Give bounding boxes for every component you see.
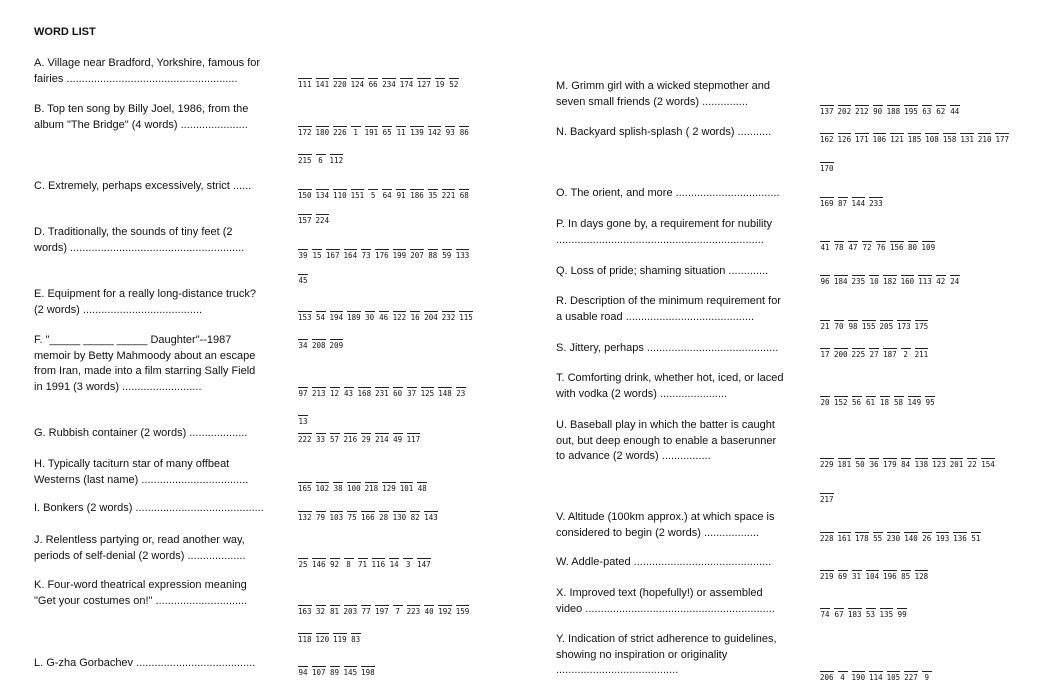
letter-number: 102 [315, 484, 330, 493]
letter-number: 32 [316, 607, 326, 616]
clue-left-11: L. G-zha Gorbachev ....................................... [34, 657, 256, 669]
letter-number: 221 [441, 191, 456, 200]
letter-number: 233 [869, 199, 883, 208]
letter-number: 165 [298, 484, 312, 493]
letter-number: 40 [424, 607, 434, 616]
letter-number: 131 [960, 135, 974, 144]
letter-number: 225 [851, 350, 866, 359]
letter-number: 28 [379, 513, 389, 522]
letter-number: 230 [886, 534, 901, 543]
letter-number: 125 [420, 389, 435, 398]
letter-number: 19 [435, 80, 445, 89]
letter-number: 16 [410, 313, 420, 322]
letter-number: 166 [361, 513, 375, 522]
letter-number: 159 [455, 607, 470, 616]
letter-number: 217 [820, 495, 834, 504]
letter-number: 167 [326, 251, 340, 260]
letter-number: 21 [820, 322, 830, 331]
letter-number: 168 [357, 389, 372, 398]
answer-blank-row [820, 348, 928, 359]
clue-right-10: W. Addle-pated ............................................. [556, 556, 772, 568]
word-list-title: WORD LIST [34, 26, 96, 38]
letter-number: 43 [344, 389, 354, 398]
letter-number: 105 [886, 673, 901, 682]
letter-number: 97 [298, 389, 308, 398]
letter-number: 114 [869, 673, 883, 682]
answer-blank-row [298, 189, 469, 200]
letter-number: 211 [914, 350, 929, 359]
clue-left-9: J. Relentless partying or, read another way, periods of self-denial (2 words) ................... [34, 534, 246, 562]
letter-number: 127 [417, 80, 431, 89]
letter-number: 177 [995, 135, 1010, 144]
letter-number: 199 [392, 251, 407, 260]
letter-number: 100 [347, 484, 361, 493]
letter-number: 197 [375, 607, 389, 616]
letter-number: 218 [364, 484, 379, 493]
letter-number: 42 [936, 277, 946, 286]
letter-number: 31 [852, 572, 862, 581]
letter-number: 111 [298, 80, 312, 89]
answer-blank-row [298, 249, 469, 260]
answer-blank-row [298, 558, 431, 569]
answer-blank-row [820, 570, 928, 581]
answer-blank-row [820, 458, 995, 469]
letter-number: 44 [950, 107, 960, 116]
letter-number: 64 [382, 191, 392, 200]
clue-right-7: T. Comforting drink, whether hot, iced, or laced with vodka (2 words) ...................... [556, 372, 784, 400]
letter-number: 222 [298, 435, 312, 444]
letter-number: 59 [442, 251, 452, 260]
letter-number: 123 [932, 460, 946, 469]
letter-number: 22 [967, 460, 977, 469]
letter-number: 186 [410, 191, 424, 200]
letter-number: 63 [922, 107, 932, 116]
letter-number: 234 [382, 80, 396, 89]
letter-number: 9 [922, 671, 932, 682]
letter-number: 11 [396, 128, 406, 137]
letter-number: 232 [441, 313, 456, 322]
answer-blank-row [298, 214, 329, 225]
clue-left-8: I. Bonkers (2 words) .......................................... [34, 502, 264, 514]
letter-number: 144 [851, 199, 866, 208]
letter-number: 216 [343, 435, 358, 444]
letter-number: 200 [834, 350, 848, 359]
answer-blank-row [298, 633, 361, 644]
letter-number: 193 [935, 534, 950, 543]
letter-number: 61 [866, 398, 876, 407]
answer-blank-row [820, 197, 883, 208]
letter-number: 47 [848, 243, 858, 252]
letter-number: 194 [329, 313, 344, 322]
letter-number: 172 [298, 128, 312, 137]
letter-number: 143 [424, 513, 438, 522]
letter-number: 110 [333, 191, 347, 200]
letter-number: 126 [837, 135, 852, 144]
letter-number: 62 [936, 107, 946, 116]
letter-number: 109 [921, 243, 936, 252]
answer-blank-row [820, 320, 928, 331]
letter-number: 77 [361, 607, 371, 616]
letter-number: 15 [312, 251, 322, 260]
letter-number: 173 [897, 322, 911, 331]
letter-number: 65 [382, 128, 392, 137]
letter-number: 92 [330, 560, 340, 569]
letter-number: 52 [449, 80, 459, 89]
letter-number: 70 [834, 322, 844, 331]
clue-left-1: B. Top ten song by Billy Joel, 1986, from the album "The Bridge" (4 words) ...................... [34, 103, 249, 131]
letter-number: 88 [428, 251, 438, 260]
letter-number: 178 [855, 534, 869, 543]
letter-number: 139 [410, 128, 424, 137]
letter-number: 91 [396, 191, 406, 200]
letter-number: 36 [869, 460, 879, 469]
letter-number: 8 [344, 558, 354, 569]
letter-number: 203 [343, 607, 358, 616]
letter-number: 183 [848, 610, 862, 619]
letter-number: 152 [834, 398, 848, 407]
letter-number: 157 [298, 216, 312, 225]
letter-number: 96 [820, 277, 830, 286]
answer-blank-row [298, 126, 469, 137]
letter-number: 94 [298, 668, 308, 677]
letter-number: 30 [365, 313, 375, 322]
letter-number: 155 [862, 322, 876, 331]
letter-number: 164 [343, 251, 358, 260]
letter-number: 235 [851, 277, 866, 286]
answer-blank-row [820, 105, 960, 116]
letter-number: 209 [329, 341, 344, 350]
letter-number: 160 [900, 277, 915, 286]
letter-number: 24 [950, 277, 960, 286]
clue-left-10: K. Four-word theatrical expression meaning "Get your costumes on!" .............................. [34, 579, 248, 607]
letter-number: 38 [333, 484, 343, 493]
letter-number: 68 [459, 191, 469, 200]
letter-number: 215 [298, 156, 312, 165]
letter-number: 17 [820, 350, 830, 359]
clue-right-5: R. Description of the minimum requirement for a usable road .......................................... [556, 295, 781, 323]
answer-blank-row [298, 339, 343, 350]
letter-number: 229 [820, 460, 834, 469]
letter-number: 141 [315, 80, 330, 89]
answer-blank-row [298, 274, 308, 285]
letter-number: 115 [459, 313, 473, 322]
letter-number: 219 [820, 572, 834, 581]
letter-number: 224 [315, 216, 330, 225]
letter-number: 45 [298, 276, 308, 285]
letter-number: 27 [869, 350, 879, 359]
letter-number: 67 [834, 610, 844, 619]
letter-number: 148 [438, 389, 452, 398]
letter-number: 120 [315, 635, 330, 644]
letter-number: 136 [953, 534, 967, 543]
letter-number: 146 [312, 560, 326, 569]
letter-number: 71 [358, 560, 368, 569]
letter-number: 23 [456, 389, 466, 398]
letter-number: 171 [855, 135, 869, 144]
letter-number: 220 [333, 80, 347, 89]
letter-number: 18 [880, 398, 890, 407]
clue-left-0: A. Village near Bradford, Yorkshire, famous for fairies ........................................................ [34, 57, 261, 85]
letter-number: 26 [922, 534, 932, 543]
letter-number: 192 [438, 607, 452, 616]
letter-number: 12 [330, 389, 340, 398]
letter-number: 163 [298, 607, 312, 616]
letter-number: 135 [879, 610, 894, 619]
letter-number: 82 [410, 513, 420, 522]
letter-number: 33 [316, 435, 326, 444]
answer-blank-row [298, 154, 343, 165]
letter-number: 87 [838, 199, 848, 208]
letter-number: 161 [837, 534, 852, 543]
letter-number: 106 [872, 135, 887, 144]
clue-left-6: G. Rubbish container (2 words) ................... [34, 427, 248, 439]
answer-blank-row [298, 387, 466, 398]
letter-number: 195 [904, 107, 918, 116]
answer-blank-row [820, 241, 935, 252]
letter-number: 108 [925, 135, 939, 144]
letter-number: 98 [848, 322, 858, 331]
letter-number: 107 [312, 668, 326, 677]
letter-number: 122 [392, 313, 407, 322]
letter-number: 181 [837, 460, 852, 469]
letter-number: 169 [820, 199, 834, 208]
letter-number: 227 [904, 673, 918, 682]
letter-number: 5 [368, 189, 378, 200]
letter-number: 130 [392, 513, 407, 522]
answer-blank-row [820, 493, 834, 504]
letter-number: 153 [298, 313, 312, 322]
letter-number: 78 [834, 243, 844, 252]
letter-number: 228 [820, 534, 834, 543]
letter-number: 3 [403, 558, 413, 569]
letter-number: 207 [410, 251, 424, 260]
letter-number: 137 [820, 107, 834, 116]
letter-number: 179 [883, 460, 897, 469]
letter-number: 185 [907, 135, 922, 144]
letter-number: 189 [347, 313, 361, 322]
letter-number: 210 [977, 135, 992, 144]
letter-number: 103 [329, 513, 344, 522]
letter-number: 201 [949, 460, 964, 469]
clue-right-8: U. Baseball play in which the batter is caught out, but deep enough to enable a baserunner to advance (2 words) ................ [556, 419, 777, 462]
letter-number: 99 [897, 610, 907, 619]
letter-number: 147 [417, 560, 431, 569]
letter-number: 2 [901, 348, 911, 359]
letter-number: 231 [375, 389, 389, 398]
letter-number: 118 [298, 635, 312, 644]
letter-number: 7 [393, 605, 403, 616]
letter-number: 60 [393, 389, 403, 398]
letter-number: 50 [855, 460, 865, 469]
letter-number: 158 [942, 135, 957, 144]
letter-number: 104 [865, 572, 880, 581]
answer-blank-row [820, 275, 960, 286]
letter-number: 226 [333, 128, 347, 137]
letter-number: 212 [855, 107, 869, 116]
letter-number: 75 [347, 513, 357, 522]
clue-right-11: X. Improved text (hopefully!) or assembled video .............................................................. [556, 587, 775, 615]
clue-left-7: H. Typically taciturn star of many offbeat Westerns (last name) ................................... [34, 458, 249, 486]
letter-number: 145 [343, 668, 358, 677]
letter-number: 121 [890, 135, 904, 144]
letter-number: 113 [918, 277, 932, 286]
letter-number: 57 [330, 435, 340, 444]
letter-number: 90 [873, 107, 883, 116]
letter-number: 204 [424, 313, 438, 322]
letter-number: 223 [406, 607, 421, 616]
answer-blank-row [298, 605, 469, 616]
clue-left-3: D. Traditionally, the sounds of tiny feet (2 words) ......................................................... [34, 226, 245, 254]
letter-number: 49 [393, 435, 403, 444]
clue-right-2: O. The orient, and more .................................. [556, 187, 780, 199]
letter-number: 51 [971, 534, 981, 543]
letter-number: 151 [350, 191, 365, 200]
letter-number: 198 [361, 668, 375, 677]
letter-number: 101 [399, 484, 414, 493]
clue-left-4: E. Equipment for a really long-distance truck? (2 words) ....................................... [34, 288, 256, 316]
letter-number: 190 [851, 673, 866, 682]
letter-number: 206 [820, 673, 834, 682]
clue-right-6: S. Jittery, perhaps ........................................... [556, 342, 779, 354]
letter-number: 175 [914, 322, 929, 331]
letter-number: 116 [371, 560, 386, 569]
letter-number: 184 [834, 277, 848, 286]
letter-number: 156 [890, 243, 904, 252]
letter-number: 89 [330, 668, 340, 677]
letter-number: 119 [333, 635, 347, 644]
letter-number: 73 [361, 251, 371, 260]
letter-number: 80 [908, 243, 918, 252]
letter-number: 170 [820, 164, 834, 173]
letter-number: 133 [455, 251, 470, 260]
clue-right-4: Q. Loss of pride; shaming situation ............. [556, 265, 769, 277]
clue-left-5: F. "_____ _____ _____ Daughter"--1987 memoir by Betty Mahmoody about an escape from Iran, made into a film starring Sally Field in 1991 (3 words) .......................... [34, 334, 256, 393]
letter-number: 10 [869, 277, 879, 286]
letter-number: 95 [925, 398, 935, 407]
letter-number: 74 [820, 610, 830, 619]
letter-number: 46 [379, 313, 389, 322]
letter-number: 58 [894, 398, 904, 407]
letter-number: 150 [298, 191, 312, 200]
clue-right-1: N. Backyard splish-splash ( 2 words) ........... [556, 126, 772, 138]
letter-number: 35 [428, 191, 438, 200]
letter-number: 176 [375, 251, 389, 260]
letter-number: 129 [382, 484, 396, 493]
letter-number: 162 [820, 135, 834, 144]
letter-number: 128 [914, 572, 929, 581]
letter-number: 142 [427, 128, 442, 137]
answer-blank-row [298, 666, 375, 677]
letter-number: 202 [837, 107, 852, 116]
letter-number: 56 [852, 398, 862, 407]
letter-number: 117 [406, 435, 421, 444]
clue-right-12: Y. Indication of strict adherence to guidelines, showing no inspiration or originality ........................................ [556, 633, 777, 676]
answer-blank-row [820, 162, 834, 173]
answer-blank-row [298, 511, 438, 522]
letter-number: 213 [312, 389, 326, 398]
answer-blank-row [298, 415, 308, 426]
letter-number: 85 [901, 572, 911, 581]
letter-number: 14 [389, 560, 399, 569]
letter-number: 79 [316, 513, 326, 522]
letter-number: 180 [315, 128, 330, 137]
letter-number: 214 [375, 435, 389, 444]
letter-number: 1 [351, 126, 361, 137]
letter-number: 187 [883, 350, 897, 359]
letter-number: 25 [298, 560, 308, 569]
letter-number: 191 [364, 128, 379, 137]
letter-number: 154 [981, 460, 995, 469]
answer-blank-row [820, 396, 935, 407]
clue-right-0: M. Grimm girl with a wicked stepmother and seven small friends (2 words) ............... [556, 80, 770, 108]
letter-number: 54 [316, 313, 326, 322]
letter-number: 196 [883, 572, 897, 581]
letter-number: 76 [876, 243, 886, 252]
letter-number: 208 [312, 341, 326, 350]
answer-blank-row [820, 608, 907, 619]
letter-number: 81 [330, 607, 340, 616]
clue-right-9: V. Altitude (100km approx.) at which space is considered to begin (2 words) .................. [556, 511, 775, 539]
letter-number: 39 [298, 251, 308, 260]
letter-number: 93 [445, 128, 455, 137]
answer-blank-row [298, 482, 427, 493]
answer-blank-row [298, 78, 459, 89]
letter-number: 205 [879, 322, 894, 331]
letter-number: 55 [873, 534, 883, 543]
letter-number: 4 [838, 671, 848, 682]
letter-number: 132 [298, 513, 312, 522]
letter-number: 182 [883, 277, 897, 286]
letter-number: 13 [298, 417, 308, 426]
letter-number: 112 [329, 156, 344, 165]
letter-number: 124 [350, 80, 365, 89]
letter-number: 188 [886, 107, 901, 116]
letter-number: 66 [368, 80, 378, 89]
answer-blank-row [820, 671, 932, 682]
letter-number: 149 [907, 398, 922, 407]
letter-number: 83 [351, 635, 361, 644]
letter-number: 86 [459, 128, 469, 137]
clue-right-3: P. In days gone by, a requirement for nubility .................................................................... [556, 218, 773, 246]
letter-number: 72 [862, 243, 872, 252]
letter-number: 174 [399, 80, 414, 89]
letter-number: 29 [361, 435, 371, 444]
letter-number: 134 [315, 191, 330, 200]
answer-blank-row [820, 532, 981, 543]
letter-number: 6 [316, 154, 326, 165]
letter-number: 48 [417, 484, 427, 493]
letter-number: 41 [820, 243, 830, 252]
letter-number: 138 [914, 460, 929, 469]
letter-number: 53 [866, 610, 876, 619]
letter-number: 34 [298, 341, 308, 350]
letter-number: 140 [904, 534, 918, 543]
answer-blank-row [298, 433, 420, 444]
letter-number: 20 [820, 398, 830, 407]
letter-number: 69 [838, 572, 848, 581]
answer-blank-row [820, 133, 1009, 144]
letter-number: 37 [407, 389, 417, 398]
answer-blank-row [298, 311, 473, 322]
letter-number: 84 [901, 460, 911, 469]
clue-left-2: C. Extremely, perhaps excessively, strict ...... [34, 180, 252, 192]
